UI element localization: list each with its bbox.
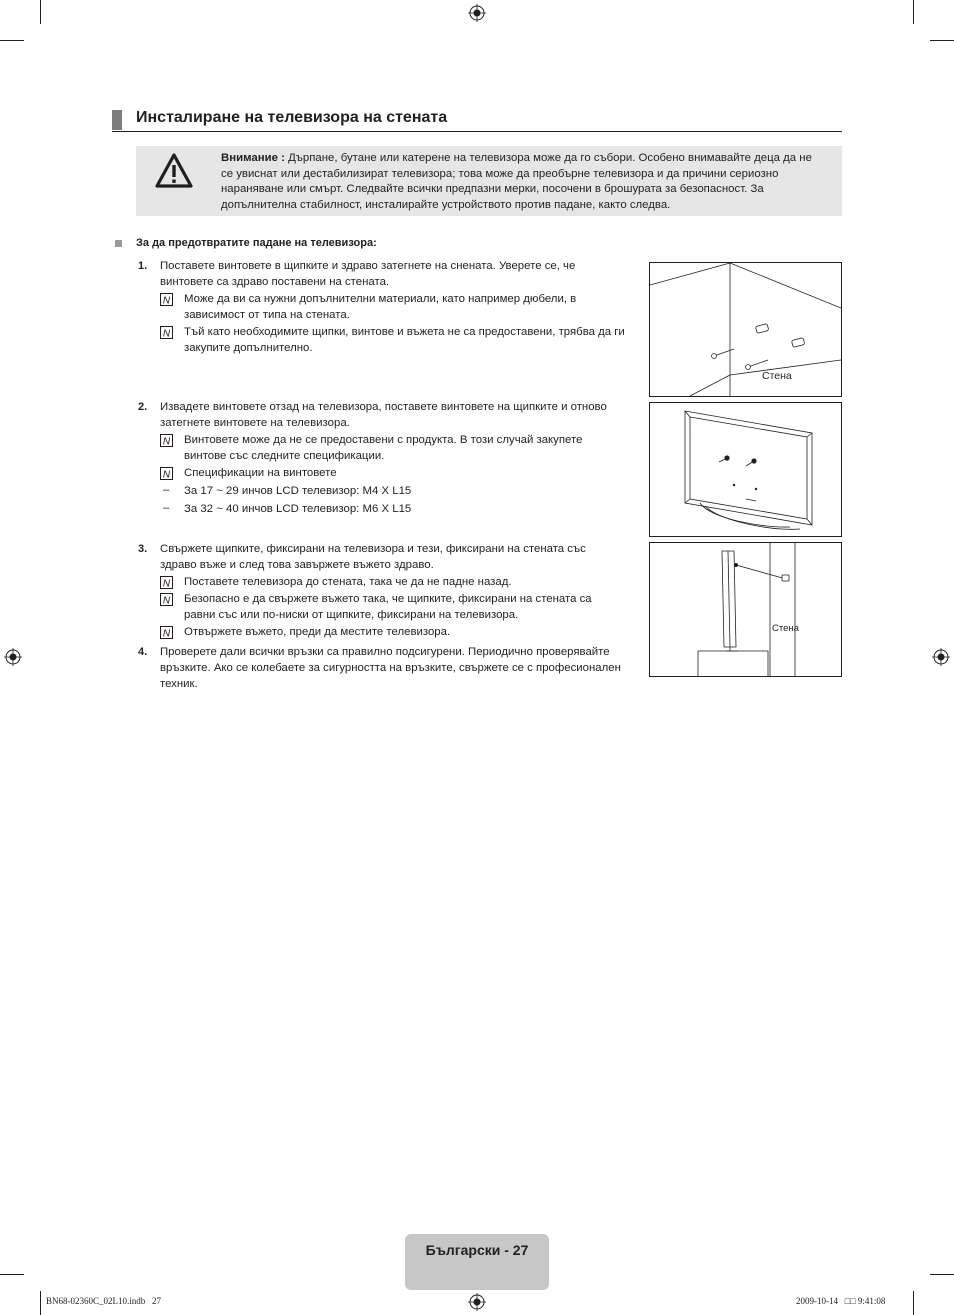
subheading: За да предотвратите падане на телевизора: <box>136 237 377 249</box>
note-icon <box>160 576 173 589</box>
step-text: Поставете винтовете в щипките и здраво затегнете на снената. Уверете се, че винтовете са здраво поставени на стената. <box>160 260 576 288</box>
step-number: 1. <box>138 260 148 272</box>
svg-text:N: N <box>162 595 171 606</box>
wall-label: Стена <box>772 623 799 634</box>
list-dash: – <box>163 484 170 496</box>
warning-text <box>221 151 819 213</box>
tv-side-cord-illustration <box>650 543 841 676</box>
crop-mark <box>0 40 24 41</box>
wall-label: Стена <box>762 370 792 382</box>
figure-tv-side <box>649 542 842 677</box>
figure-wall-screws <box>649 262 842 397</box>
step-text: Проверете дали всички връзки са правилно подсигурени. Периодично проверявайте връзките. Ако се колебаете за сигурността на връзките, свържете се с професионален техник. <box>160 646 621 690</box>
note-icon <box>160 467 173 480</box>
list-dash: – <box>163 502 170 514</box>
svg-text:N: N <box>162 328 171 339</box>
page-number: Български - 27 <box>425 1242 529 1258</box>
crop-mark <box>40 0 41 24</box>
svg-text:N: N <box>162 436 171 447</box>
note-icon <box>160 593 173 606</box>
crop-mark <box>0 1274 24 1275</box>
crop-mark <box>913 1291 914 1315</box>
spec-item: За 17 ~ 29 инчов LCD телевизор: M4 X L15 <box>184 485 412 497</box>
note-icon <box>160 434 173 447</box>
bullet-square-icon <box>115 240 122 247</box>
section-title: Инсталиране на телевизора на стената <box>136 109 448 126</box>
warning-box <box>136 146 842 216</box>
svg-text:N: N <box>162 295 171 306</box>
registration-mark-icon <box>468 1293 486 1311</box>
note-icon <box>160 626 173 639</box>
step-text: Извадете винтовете отзад на телевизора, поставете винтовете на щипките и отново затегнете винтовете на телевизора. <box>160 401 607 429</box>
figure-tv-back <box>649 402 842 537</box>
crop-mark <box>913 0 914 24</box>
step-number: 4. <box>138 646 148 658</box>
spec-item: За 32 ~ 40 инчов LCD телевизор: M6 X L15 <box>184 503 412 515</box>
svg-text:N: N <box>162 628 171 639</box>
warning-label: Внимание : <box>221 152 285 164</box>
note-text: Тъй като необходимите щипки, винтове и въжета не са предоставени, трябва да ги закупите допълнително. <box>184 326 625 354</box>
crop-mark <box>930 1274 954 1275</box>
title-underline <box>112 131 842 132</box>
note-text: Винтовете може да не се предоставени с продукта. В този случай закупете винтове със следните спецификации. <box>184 434 583 462</box>
footer-file: BN68-02360C_02L10.indb 27 <box>46 1296 162 1306</box>
note-text: Може да ви са нужни допълнителни материали, като например дюбели, в зависимост от типа на стената. <box>184 293 577 321</box>
footer-date: 2009-10-14 □□ 9:41:08 <box>796 1296 886 1306</box>
warning-triangle-icon <box>154 152 194 190</box>
note-icon <box>160 293 173 306</box>
crop-mark <box>40 1291 41 1315</box>
tv-back-illustration <box>650 403 841 536</box>
crop-mark <box>930 40 954 41</box>
note-text: Безопасно е да свържете въжето така, че щипките, фиксирани на стената са равни със или по-ниски от щипките, фиксирани на телевизора. <box>184 593 592 621</box>
step-number: 3. <box>138 543 148 555</box>
registration-mark-icon <box>932 648 950 666</box>
step-number: 2. <box>138 401 148 413</box>
title-marker <box>112 110 122 130</box>
step-text: Свържете щипките, фиксирани на телевизора и тези, фиксирани на стената със здраво въже и след това завържете въжето здраво. <box>160 543 586 571</box>
note-text: Поставете телевизора до стената, така че да не падне назад. <box>184 576 512 588</box>
svg-text:N: N <box>162 578 171 589</box>
wall-screws-illustration <box>650 263 841 396</box>
note-text: Спецификации на винтовете <box>184 467 337 479</box>
note-text: Отвържете въжето, преди да местите телевизора. <box>184 626 451 638</box>
note-icon <box>160 326 173 339</box>
registration-mark-icon <box>468 4 486 22</box>
registration-mark-icon <box>4 648 22 666</box>
warning-body: Дърпане, бутане или катерене на телевизора може да го събори. Особено внимавайте деца да не се увиснат или дестабилизират телевизора; това може да преобърне телевизора и да причини сериозно нараняване или смърт. Следвайте всички предпазни мерки, посочени в брошурата за безопасност. За допълнителна стабилност, инсталирайте устройството против падане, както следва. <box>221 152 812 211</box>
svg-text:N: N <box>162 469 171 480</box>
